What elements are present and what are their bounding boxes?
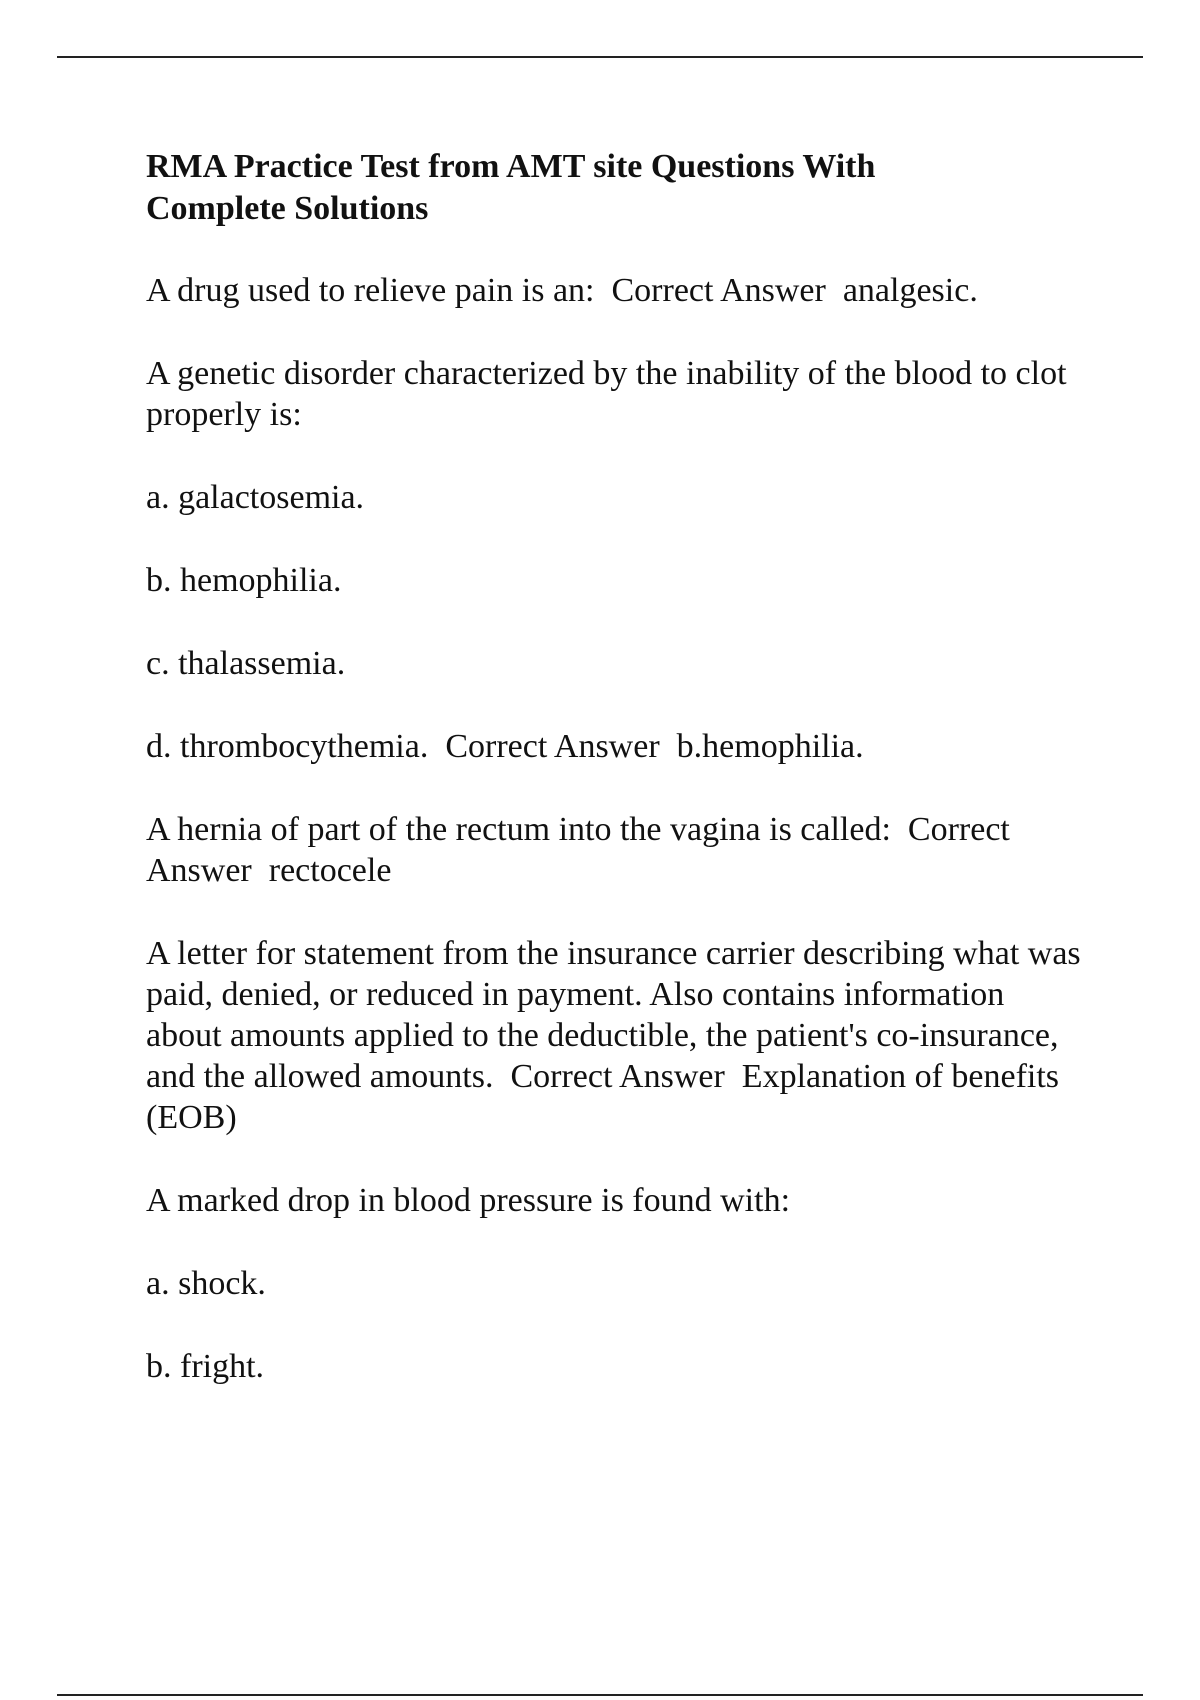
answer-option: b. hemophilia. xyxy=(146,562,342,599)
question-text: A hernia of part of the rectum into the vagina is called: Correct Answer rectocele xyxy=(146,811,1017,889)
answer-option: b. fright. xyxy=(146,1348,265,1385)
answer-option: a. galactosemia. xyxy=(146,479,365,516)
document-body xyxy=(146,146,1090,1429)
answer-option: d. thrombocythemia. Correct Answer b.hemophilia. xyxy=(146,728,864,765)
document-title xyxy=(146,146,1086,230)
question-text: A drug used to relieve pain is an: Correct Answer analgesic. xyxy=(146,272,978,309)
bottom-divider xyxy=(57,1694,1143,1696)
question-text: A marked drop in blood pressure is found with: xyxy=(146,1182,791,1219)
answer-option: a. shock. xyxy=(146,1265,266,1302)
top-divider xyxy=(57,56,1143,58)
question-text: A letter for statement from the insurance carrier describing what was paid, denied, or reduced in payment. Also contains information about amounts applied to the deductible, the patient's co-insurance, and the allowed amounts. Correct Answer Explanation of benefits (EOB) xyxy=(146,935,1090,1136)
question-text: A genetic disorder characterized by the inability of the blood to clot properly is: xyxy=(146,355,1076,433)
title-line-2: Complete Solutions xyxy=(146,190,429,227)
answer-option: c. thalassemia. xyxy=(146,645,346,682)
title-line-1: RMA Practice Test from AMT site Questions With xyxy=(146,148,876,185)
